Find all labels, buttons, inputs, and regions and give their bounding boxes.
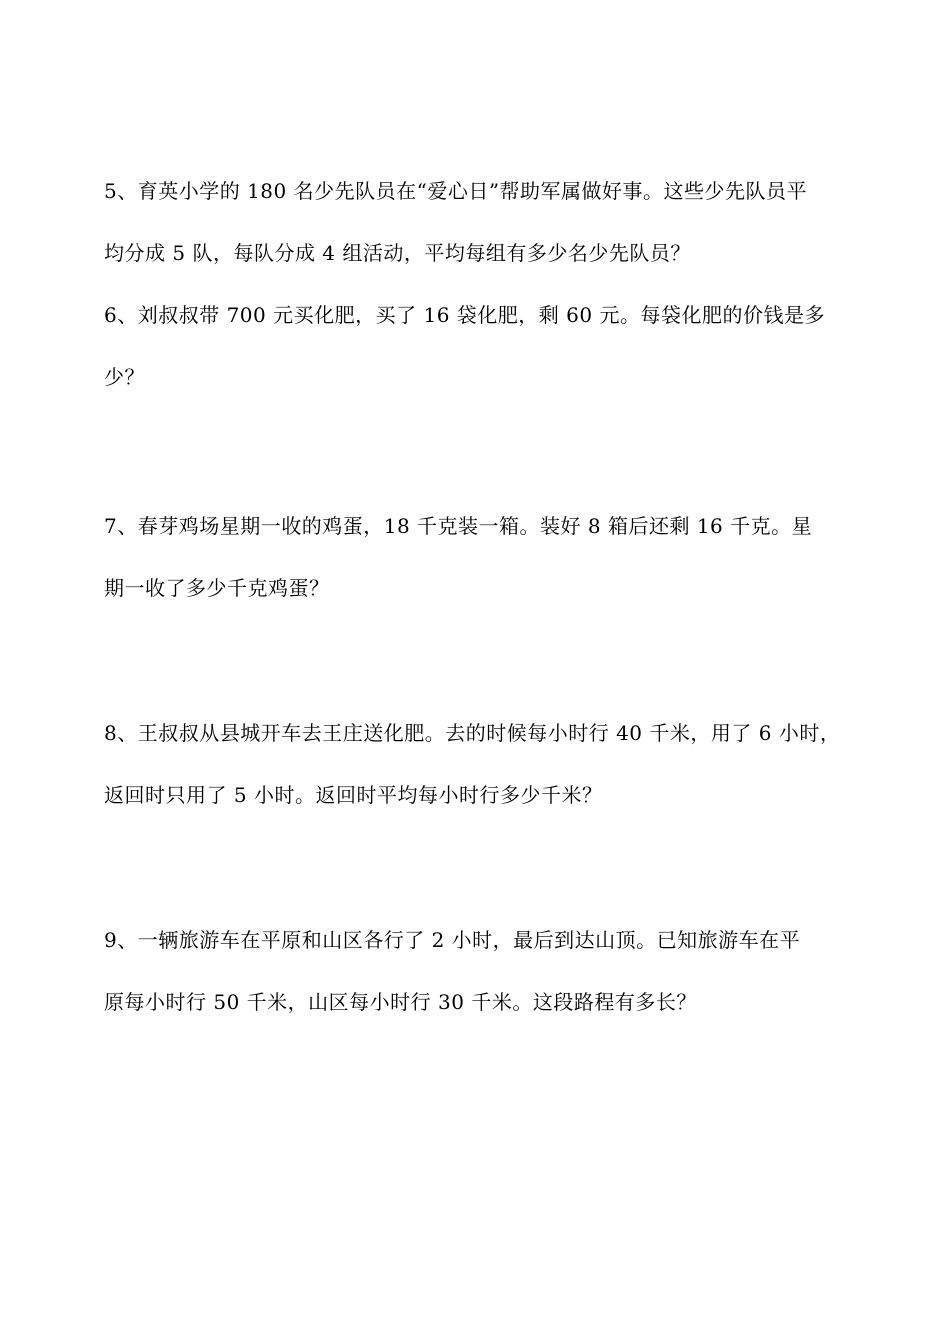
question-9 — [104, 909, 852, 1033]
question-8 — [104, 702, 852, 826]
question-9-line-1: 9、一辆旅游车在平原和山区各行了 2 小时，最后到达山顶。已知旅游车在平 — [104, 928, 801, 952]
question-6-line-1: 6、刘叔叔带 700 元买化肥，买了 16 袋化肥，剩 60 元。每袋化肥的价钱是多 — [104, 303, 825, 327]
question-9-line-2: 原每小时行 50 千米，山区每小时行 30 千米。这段路程有多长？ — [104, 990, 697, 1014]
question-7 — [104, 495, 852, 619]
question-7-line-2: 期一收了多少千克鸡蛋？ — [104, 576, 330, 600]
question-8-line-2: 返回时只用了 5 小时。返回时平均每小时行多少千米？ — [104, 783, 603, 807]
question-6 — [104, 284, 852, 408]
question-5-line-2: 均分成 5 队，每队分成 4 组活动，平均每组有多少名少先队员？ — [104, 241, 691, 265]
question-6-line-2: 少？ — [104, 365, 145, 389]
question-8-line-1: 8、王叔叔从县城开车去王庄送化肥。去的时候每小时行 40 千米，用了 6 小时， — [104, 721, 841, 745]
question-5-line-1: 5、育英小学的 180 名少先队员在“爱心日”帮助军属做好事。这些少先队员平 — [104, 179, 808, 203]
question-5 — [104, 160, 852, 284]
question-7-line-1: 7、春芽鸡场星期一收的鸡蛋，18 千克装一箱。装好 8 箱后还剩 16 千克。星 — [104, 514, 813, 538]
